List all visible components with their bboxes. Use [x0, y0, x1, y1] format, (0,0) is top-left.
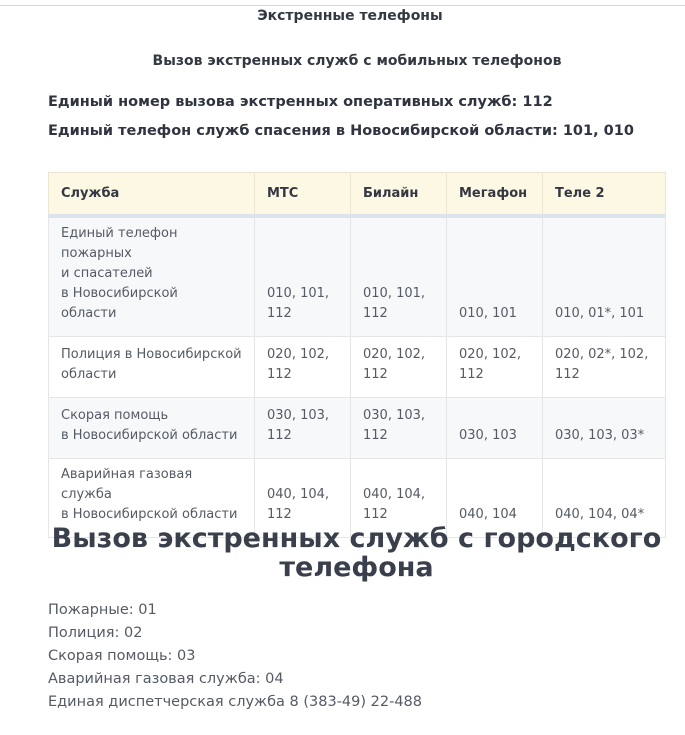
number-line: 112 [363, 507, 388, 522]
number-line: 112 [267, 507, 292, 522]
mobile-section-title: Вызов экстренных служб с мобильных телефонов [152, 53, 562, 69]
service-cell [49, 337, 255, 398]
table-row [49, 337, 666, 398]
page-title: Экстренные телефоны [257, 8, 443, 24]
number-line: 030, 103 [459, 428, 517, 443]
list-item: Скорая помощь: 03 [48, 648, 196, 664]
number-line: 020, 102, [363, 347, 426, 362]
service-line: Скорая помощь [61, 408, 169, 423]
column-header-tele2: Теле 2 [543, 173, 666, 217]
number-line: 010, 101 [459, 306, 517, 321]
number-line: 040, 104, [363, 487, 426, 502]
number-line: 030, 103, [267, 408, 330, 423]
service-line: области [61, 306, 117, 321]
table-header-row [49, 173, 666, 217]
tele2-cell [543, 337, 666, 398]
column-header-beeline: Билайн [351, 173, 447, 217]
mts-cell [255, 216, 351, 337]
landline-title-line: Вызов экстренных служб с городского [51, 523, 662, 554]
service-cell [49, 398, 255, 459]
service-line: в Новосибирской области [61, 507, 238, 522]
number-line: 112 [363, 306, 388, 321]
number-line: 020, 102, [267, 347, 330, 362]
column-header-mts: МТС [255, 173, 351, 217]
list-item: Аварийная газовая служба: 04 [48, 671, 284, 687]
number-line: 112 [555, 367, 580, 382]
column-header-service: Служба [49, 173, 255, 217]
number-line: 020, 102, [459, 347, 522, 362]
unified-number-text: Единый номер вызова экстренных оперативных служб: 112 [48, 94, 553, 110]
beeline-cell [351, 216, 447, 337]
service-line: Единый телефон пожарных [61, 226, 178, 261]
number-line: 040, 104, 04* [555, 507, 645, 522]
service-line: Аварийная газовая служба [61, 467, 193, 502]
tele2-cell [543, 398, 666, 459]
number-line: 040, 104 [459, 507, 517, 522]
service-line: области [61, 367, 117, 382]
number-line: 112 [459, 367, 484, 382]
service-line: в Новосибирской [61, 286, 178, 301]
number-line: 020, 02*, 102, [555, 347, 649, 362]
beeline-cell [351, 398, 447, 459]
number-line: 112 [267, 367, 292, 382]
number-line: 030, 103, [363, 408, 426, 423]
landline-numbers-list [48, 599, 422, 714]
landline-section-title [48, 524, 665, 582]
table-row [49, 398, 666, 459]
megafon-cell [447, 337, 543, 398]
number-line: 112 [267, 306, 292, 321]
number-line: 010, 101, [267, 286, 330, 301]
top-divider [0, 5, 685, 6]
rescue-number-text: Единый телефон служб спасения в Новосибирской области: 101, 010 [48, 123, 634, 139]
service-cell [49, 216, 255, 337]
mts-cell [255, 337, 351, 398]
number-line: 112 [363, 367, 388, 382]
list-item: Полиция: 02 [48, 625, 143, 641]
megafon-cell [447, 216, 543, 337]
megafon-cell [447, 398, 543, 459]
list-item: Пожарные: 01 [48, 602, 157, 618]
landline-title-line: телефона [279, 552, 434, 583]
number-line: 030, 103, 03* [555, 428, 645, 443]
table-row [49, 216, 666, 337]
emergency-numbers-table [48, 172, 666, 538]
number-line: 112 [363, 428, 388, 443]
service-line: и спасателей [61, 266, 153, 281]
number-line: 010, 01*, 101 [555, 306, 645, 321]
number-line: 010, 101, [363, 286, 426, 301]
column-header-megafon: Мегафон [447, 173, 543, 217]
service-line: в Новосибирской области [61, 428, 238, 443]
mts-cell [255, 398, 351, 459]
beeline-cell [351, 337, 447, 398]
service-line: Полиция в Новосибирской [61, 347, 242, 362]
number-line: 112 [267, 428, 292, 443]
number-line: 040, 104, [267, 487, 330, 502]
tele2-cell [543, 216, 666, 337]
list-item: Единая диспетчерская служба 8 (383-49) 22-488 [48, 694, 423, 710]
